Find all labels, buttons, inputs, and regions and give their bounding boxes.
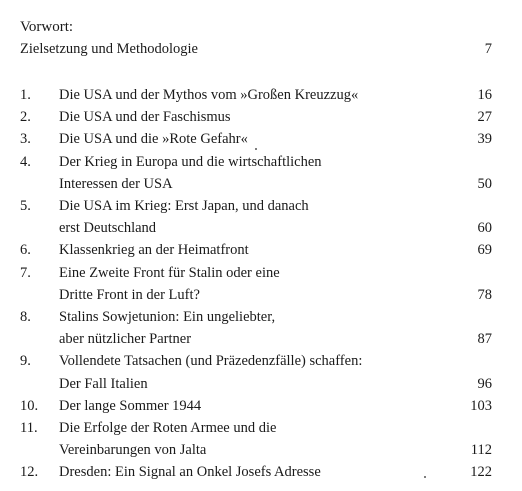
toc-entry-line — [20, 284, 492, 306]
toc-entry-chapter-2 — [20, 106, 492, 128]
chapter-title-continued: erst Deutschland — [59, 220, 157, 237]
chapter-title-continued: Dritte Front in der Luft? — [59, 286, 200, 303]
chapter-title: Vollendete Tatsachen (und Präzedenzfälle) schaffen: — [59, 353, 363, 370]
chapter-title: Die USA im Krieg: Erst Japan, und danach — [59, 198, 309, 214]
chapter-title-continued: Vereinbarungen von Jalta — [59, 442, 207, 459]
toc-entry-line — [20, 306, 492, 328]
chapter-number: 5. — [20, 198, 31, 214]
chapter-number: 9. — [20, 353, 31, 370]
toc-entry-line — [20, 328, 492, 350]
scan-speck — [255, 148, 257, 150]
toc-entry-chapter-1 — [20, 84, 492, 106]
toc-entry-chapter-10 — [20, 395, 492, 417]
toc-entry-line — [20, 173, 492, 195]
chapter-title: Eine Zweite Front für Stalin oder eine — [59, 264, 280, 281]
chapter-title: Dresden: Ein Signal an Onkel Josefs Adresse — [59, 464, 321, 481]
chapter-title: Die USA und der Faschismus — [59, 109, 231, 126]
chapter-number: 6. — [20, 242, 31, 259]
toc-entry-line — [20, 439, 492, 461]
chapter-title-continued: aber nützlicher Partner — [59, 331, 192, 348]
toc-entry-line — [20, 195, 492, 217]
toc-entry-line — [20, 461, 492, 483]
chapter-page: 16 — [477, 87, 492, 103]
chapter-title: Der Krieg in Europa und die wirtschaftlichen — [59, 153, 322, 170]
toc-entry-chapter-11 — [20, 417, 492, 461]
chapter-title: Die USA und die »Rote Gefahr« — [59, 131, 248, 148]
toc-entry-foreword — [20, 38, 492, 60]
chapter-number: 1. — [20, 87, 31, 103]
chapter-number: 11. — [20, 420, 38, 436]
chapter-page: 69 — [477, 242, 492, 259]
chapter-title: Stalins Sowjetunion: Ein ungeliebter, — [59, 309, 276, 325]
chapter-page: 39 — [477, 131, 492, 148]
chapter-number: 7. — [20, 264, 31, 281]
chapter-title-continued: Interessen der USA — [59, 175, 173, 192]
chapter-page: 96 — [477, 375, 492, 392]
toc-entry-chapter-5 — [20, 195, 492, 239]
toc-entry-line — [20, 262, 492, 284]
chapter-title: Der lange Sommer 1944 — [59, 397, 202, 414]
toc-entry-chapter-4 — [20, 151, 492, 195]
scan-speck — [424, 476, 426, 478]
chapter-number: 8. — [20, 309, 31, 325]
toc-entry-line — [20, 38, 492, 60]
toc-entry-line — [20, 373, 492, 395]
toc-entry-line — [20, 350, 492, 372]
toc-entry-line — [20, 151, 492, 173]
chapter-title-continued: Der Fall Italien — [59, 375, 148, 392]
chapter-number: 10. — [20, 397, 39, 414]
toc-entry-chapter-8 — [20, 306, 492, 350]
chapter-number: 2. — [20, 109, 31, 126]
chapter-number: 12. — [20, 464, 39, 481]
toc-entry-chapter-7 — [20, 262, 492, 306]
chapter-page: 50 — [477, 175, 492, 192]
toc-entry-line — [20, 417, 492, 439]
chapter-page: 103 — [470, 397, 492, 414]
toc-entry-line — [20, 217, 492, 239]
chapter-page: 112 — [470, 442, 492, 459]
chapter-page: 27 — [477, 109, 492, 126]
toc-entry-line — [20, 239, 492, 261]
toc-entry-chapter-6 — [20, 239, 492, 261]
chapter-title: Die Erfolge der Roten Armee und die — [59, 420, 277, 436]
toc-entry-line — [20, 84, 492, 106]
toc-entry-chapter-12 — [20, 461, 492, 483]
toc-entry-line — [20, 106, 492, 128]
chapter-number: 4. — [20, 153, 31, 170]
chapter-number: 3. — [20, 131, 31, 148]
chapter-title: Klassenkrieg an der Heimatfront — [59, 242, 249, 259]
toc-entry-title: Zielsetzung und Methodologie — [20, 41, 198, 57]
chapter-title: Die USA und der Mythos vom »Großen Kreuzzug« — [59, 87, 359, 103]
chapter-page: 78 — [477, 286, 492, 303]
chapter-page: 87 — [477, 331, 492, 348]
toc-entry-page: 7 — [484, 41, 492, 57]
foreword-heading: Vorwort: — [20, 19, 74, 35]
chapter-page: 122 — [470, 464, 492, 481]
chapter-page: 60 — [477, 220, 492, 237]
toc-entry-chapter-9 — [20, 350, 492, 394]
toc-entry-line — [20, 395, 492, 417]
